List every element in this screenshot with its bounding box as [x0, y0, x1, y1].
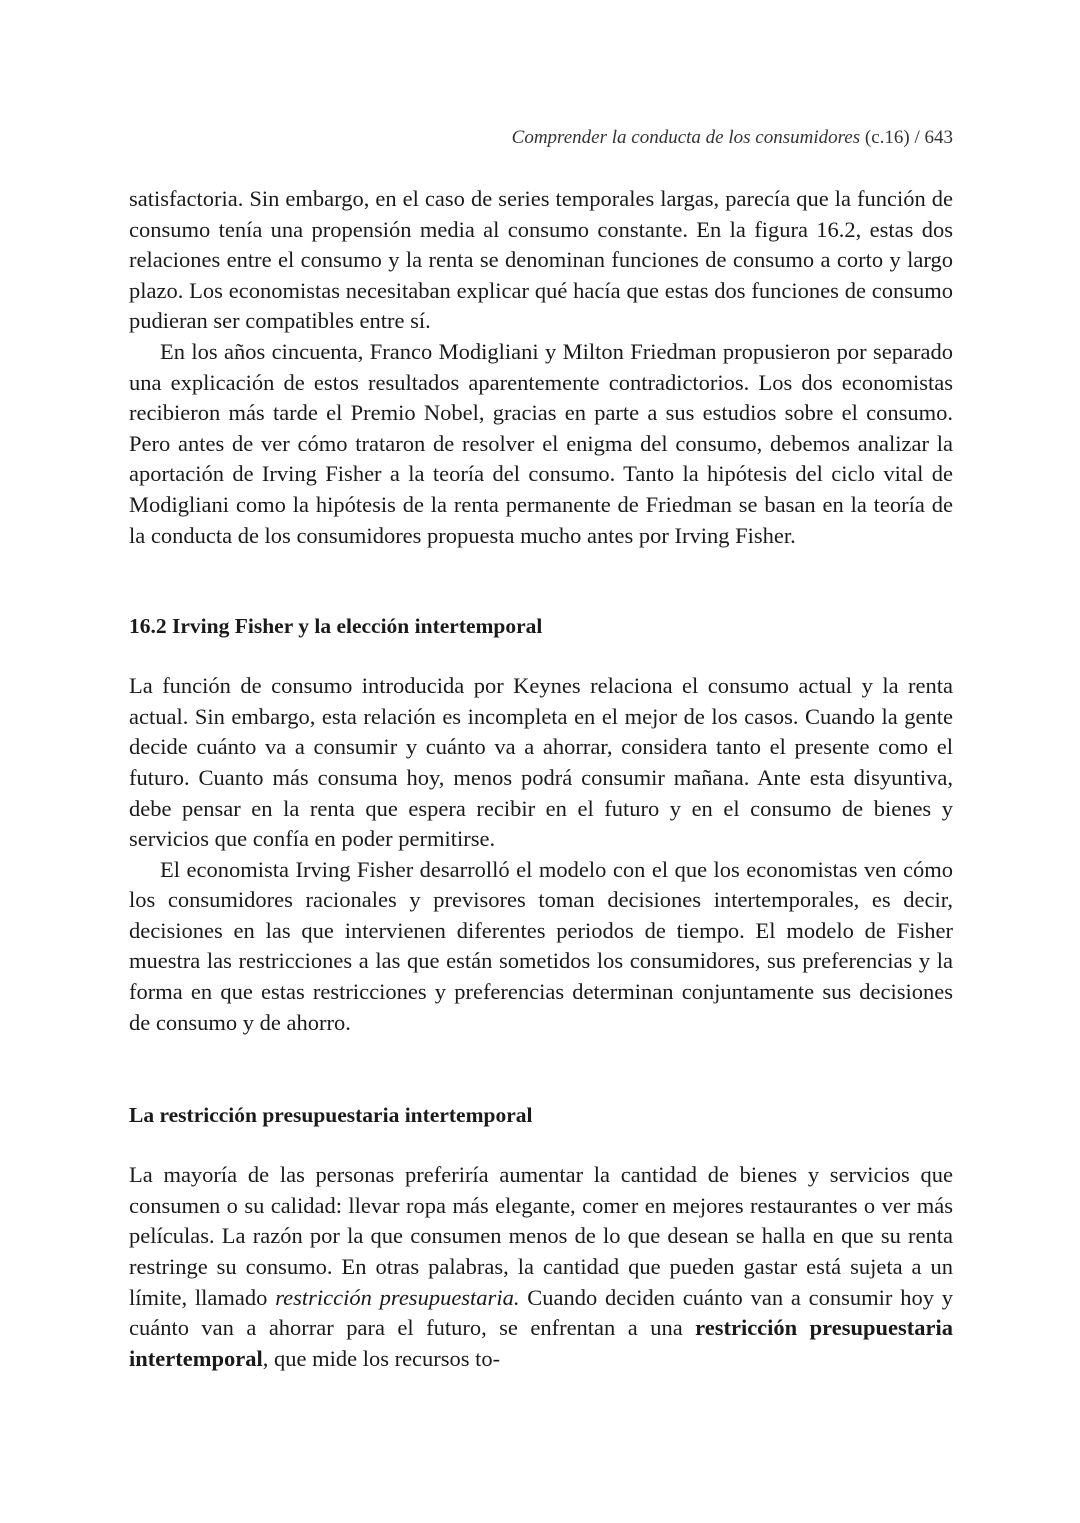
body-paragraph-continued: satisfactoria. Sin embargo, en el caso de series temporales largas, parecía que la función de consumo tenía una propensión media al consumo constante. En la figura 16.2, estas dos relaciones entre el consumo y la renta se denominan funciones de consumo a corto y largo plazo. Los economistas necesitaban explicar qué hacía que estas dos funciones de consumo pudieran ser compatibles entre sí.	[129, 186, 953, 334]
running-head-chapter-ref: (c.16)	[864, 127, 910, 148]
page-body	[129, 184, 953, 1374]
italic-term: restricción presupuestaria.	[275, 1284, 520, 1310]
subsection-heading: La restricción presupuestaria intertemporal	[129, 1103, 533, 1128]
running-head-chapter-title: Comprender la conducta de los consumidores	[511, 127, 861, 148]
running-head-separator: /	[914, 127, 920, 148]
section-heading: 16.2 Irving Fisher y la elección intertemporal	[129, 614, 543, 639]
subsection-text-part2: Cuando deciden cuánto van a consumir hoy y cuánto van a ahorrar para el futuro, se enfrentan a una	[129, 1284, 954, 1341]
subsection-text-part3: , que mide los recursos to-	[262, 1345, 501, 1371]
section-paragraph: La función de consumo introducida por Keynes relaciona el consumo actual y la renta actual. Sin embargo, esta relación es incompleta en el mejor de los casos. Cuando la gente decide cuánto va a consumir y cuánto va a ahorrar, considera tanto el presente como el futuro. Cuanto más consuma hoy, menos podrá consumir mañana. Ante esta disyuntiva, debe pensar en la renta que espera recibir en el futuro y en el consumo de bienes y servicios que confía en poder permitirse.	[129, 673, 953, 852]
subsection-text-part1: La mayoría de las personas preferiría aumentar la cantidad de bienes y servicios que consumen o su calidad: llevar ropa más elegante, comer en mejores restaurantes o ver más películas. La razón por la que consumen menos de lo que desean se halla en que su renta restringe su consumo. En otras palabras, la cantidad que pueden gastar está sujeta a un límite, llamado	[129, 1162, 953, 1310]
bold-term: restricción presupuestaria intertemporal	[129, 1315, 953, 1371]
body-paragraph: En los años cincuenta, Franco Modigliani y Milton Friedman propusieron por separado una explicación de estos resultados aparentemente contradictorios. Los dos economistas recibieron más tarde el Premio Nobel, gracias en parte a sus estudios sobre el consumo. Pero antes de ver cómo trataron de resolver el enigma del consumo, debemos analizar la aportación de Irving Fisher a la teoría del consumo. Tanto la hipótesis del ciclo vital de Modigliani como la hipótesis de la renta permanente de Friedman se basan en la teoría de la conducta de los consumidores propuesta mucho antes por Irving Fisher.	[129, 338, 953, 548]
running-head	[512, 124, 953, 152]
subsection-paragraph	[129, 1160, 953, 1374]
page-number: 643	[924, 127, 953, 148]
section-paragraph: El economista Irving Fisher desarrolló el modelo con el que los economistas ven cómo los consumidores racionales y previsores toman decisiones intertemporales, es decir, decisiones en las que intervienen diferentes periodos de tiempo. El modelo de Fisher muestra las restricciones a las que están sometidos los consumidores, sus preferencias y la forma en que estas restricciones y preferencias determinan conjuntamente sus decisiones de consumo y de ahorro.	[129, 856, 953, 1035]
